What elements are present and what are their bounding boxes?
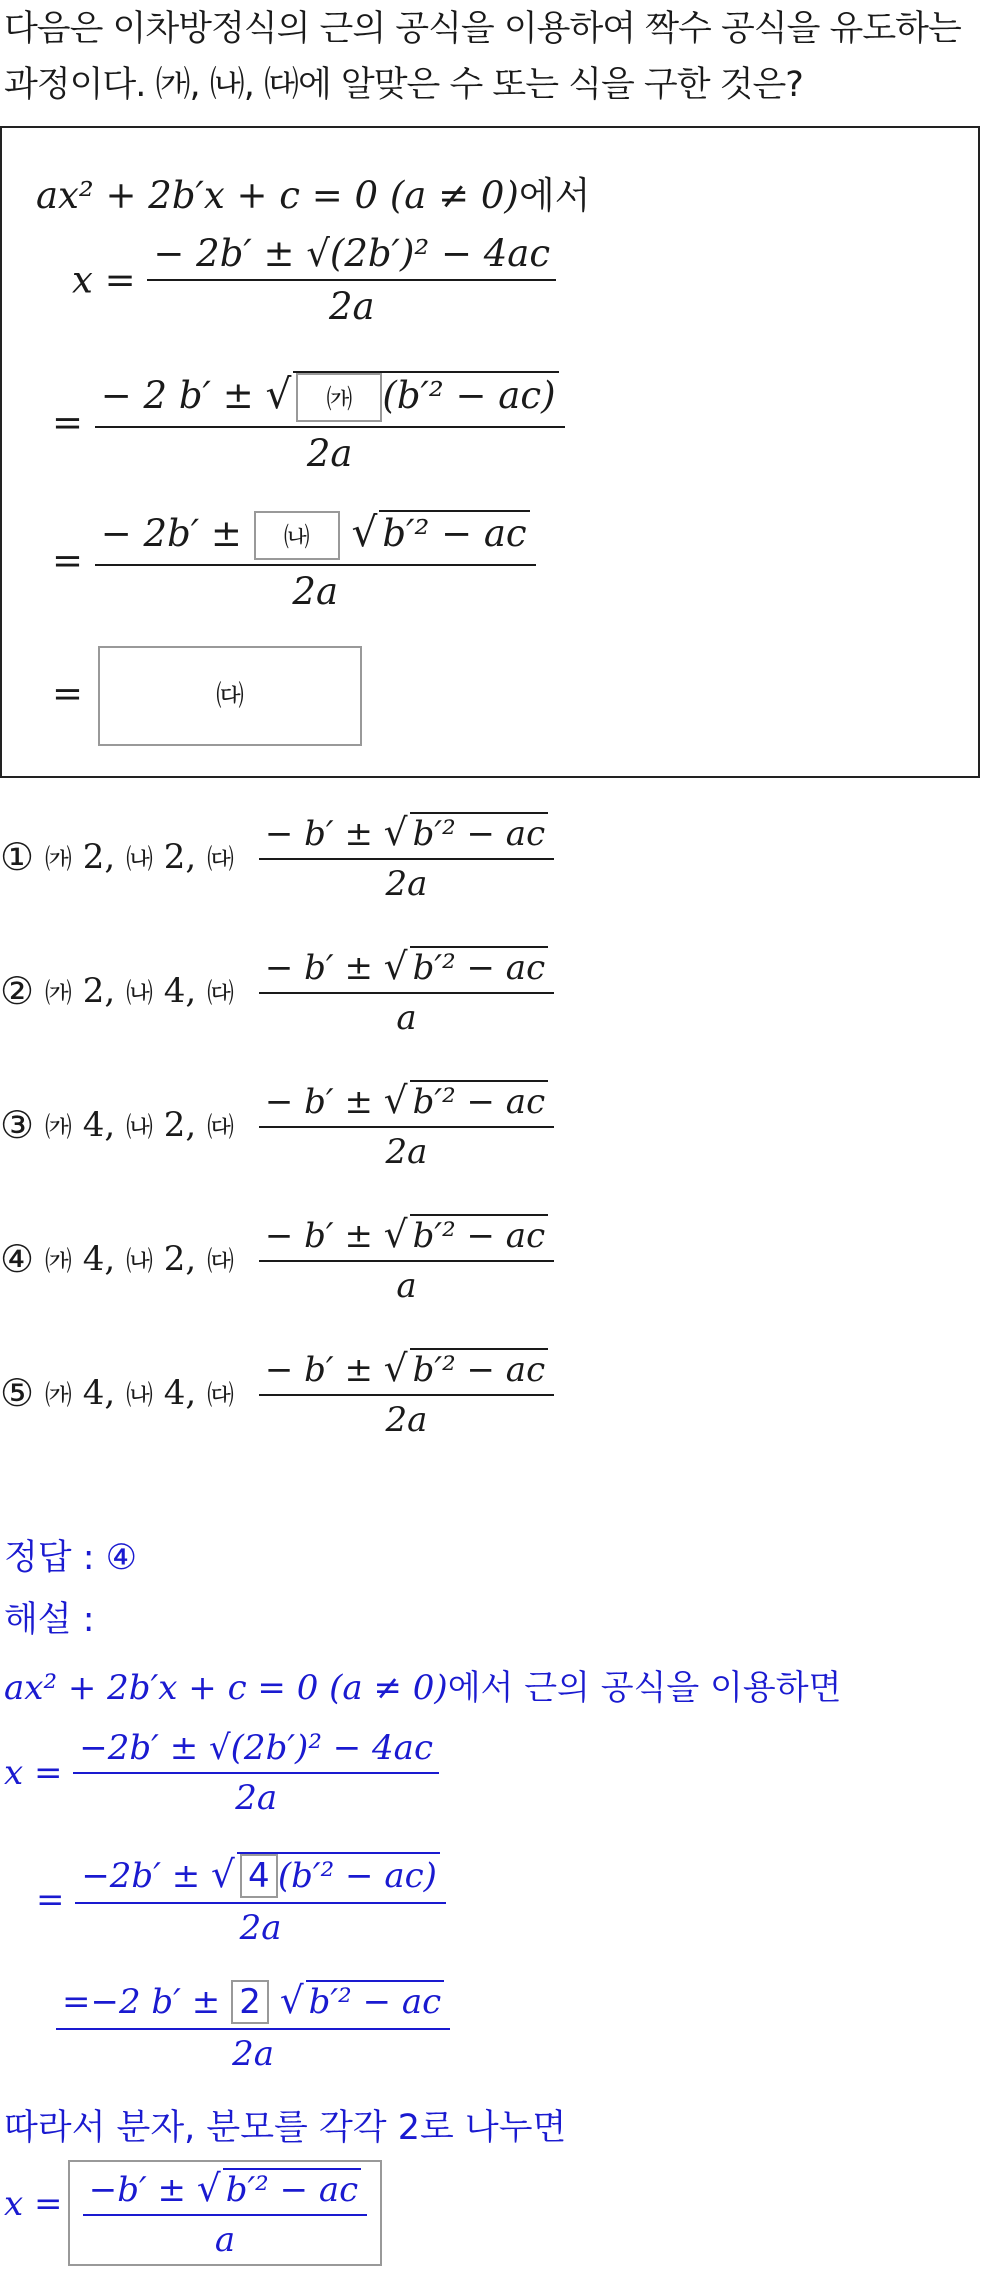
option-marker: ② <box>0 969 35 1013</box>
sol-s1-fraction <box>73 1728 439 1818</box>
sol-s3-post: b′² − ac <box>306 1980 445 2022</box>
option-marker: ③ <box>0 1103 35 1147</box>
option-radicand: b′² − ac <box>410 812 549 854</box>
option-radicand: b′² − ac <box>410 1214 549 1256</box>
final-answer-box <box>68 2160 382 2266</box>
label-ga: ㈎ <box>44 844 72 876</box>
label-ga: ㈎ <box>44 1112 72 1144</box>
sqrt-symbol: √ <box>351 508 378 556</box>
sol-s3-pre: =−2 b′ ± <box>62 1982 221 2022</box>
label-da: ㈐ <box>207 1112 235 1144</box>
option-1[interactable]: ① ㈎ 2, ㈏ 2, ㈐ $\frac{\text{− b′ ± √ b′² − ac}}{2a}$ <box>0 810 554 904</box>
blank-ga: ㈎ <box>296 373 382 422</box>
label-na: ㈏ <box>125 1380 153 1412</box>
option-numerator <box>259 944 554 994</box>
sqrt-symbol: √ <box>196 2166 221 2210</box>
option-denominator: a <box>396 1266 417 1306</box>
sol-s3-numerator <box>56 1978 450 2030</box>
option-na-value: 4 <box>163 1373 186 1413</box>
box-equation-suffix: 에서 <box>518 174 591 217</box>
sqrt-symbol: √ <box>383 810 408 854</box>
option-num-pre: − b′ ± <box>264 948 384 988</box>
sol-s3-fraction <box>56 1978 450 2074</box>
blank-na: ㈏ <box>254 511 340 560</box>
box-step-1 <box>72 232 556 328</box>
label-na: ㈏ <box>125 978 153 1010</box>
option-numerator <box>259 1212 554 1262</box>
sqrt-symbol: √ <box>383 1078 408 1122</box>
option-2[interactable]: ② ㈎ 2, ㈏ 4, ㈐ $\frac{\text{− b′ ± √ b′² − ac}}{a}$ <box>0 944 554 1038</box>
final-denominator: a <box>214 2220 236 2260</box>
step2-num-post: (b′² − ac) <box>382 374 556 417</box>
option-num-pre: − b′ ± <box>264 1216 384 1256</box>
sqrt-symbol: √ <box>383 1212 408 1256</box>
sqrt-symbol: √ <box>383 944 408 988</box>
option-marker: ① <box>0 835 35 879</box>
label-ga: ㈎ <box>44 1246 72 1278</box>
solution-line1-text: 에서 근의 공식을 이용하면 <box>447 1668 842 1708</box>
option-ga-value: 4 <box>82 1105 105 1145</box>
option-denominator: 2a <box>385 1132 428 1172</box>
option-denominator: a <box>396 998 417 1038</box>
box-step-3 <box>52 508 536 613</box>
final-num-pre: −b′ ± <box>88 2170 197 2210</box>
label-da: ㈐ <box>207 1380 235 1412</box>
option-fraction <box>259 1212 554 1306</box>
option-ga-value: 4 <box>82 1373 105 1413</box>
sol-s2-post: (b′² − ac) <box>277 1856 437 1896</box>
step3-numerator <box>95 508 536 566</box>
label-ga: ㈎ <box>44 1380 72 1412</box>
option-fraction <box>259 1078 554 1172</box>
box-step-4-eq: = <box>52 672 84 715</box>
explanation-title: 해설 : <box>4 1600 95 1640</box>
sqrt-symbol: √ <box>279 1978 304 2022</box>
question-line-1: 다음은 이차방정식의 근의 공식을 이용하여 짝수 공식을 유도하는 <box>4 9 961 49</box>
label-da: ㈐ <box>207 978 235 1010</box>
option-na-value: 2 <box>163 837 186 877</box>
final-radicand: b′² − ac <box>223 2168 362 2210</box>
step3-eq: = <box>52 539 84 582</box>
step2-numerator <box>95 370 565 428</box>
sol-s2-fraction <box>75 1852 446 1948</box>
sqrt-symbol: √ <box>211 1852 235 1896</box>
option-fraction <box>259 944 554 1038</box>
sqrt-symbol: √ <box>265 370 292 418</box>
final-numerator <box>83 2166 367 2216</box>
box-equation <box>36 165 590 219</box>
step1-fraction <box>147 232 556 328</box>
solution-step-2 <box>36 1852 446 1948</box>
solution-step-1 <box>4 1728 439 1818</box>
step3-num-post: b′² − ac <box>379 510 529 555</box>
option-marker: ⑤ <box>0 1371 35 1415</box>
step3-num-pre: − 2b′ ± <box>100 512 242 555</box>
sol-s2-eq: = <box>36 1880 65 1920</box>
answer-line: 정답 : ④ <box>4 1538 138 1578</box>
sol-s1-lhs: x = <box>4 1753 63 1793</box>
option-na-value: 4 <box>163 971 186 1011</box>
option-radicand: b′² − ac <box>410 1348 549 1390</box>
sol-s2-pre: −2b′ ± <box>81 1856 201 1896</box>
sol-box-2: 2 <box>231 1980 269 2024</box>
option-num-pre: − b′ ± <box>264 1082 384 1122</box>
label-da: ㈐ <box>207 1246 235 1278</box>
step2-eq: = <box>52 401 84 444</box>
solution-step-3 <box>56 1978 450 2074</box>
step3-denominator: 2a <box>292 570 339 613</box>
option-5[interactable]: ⑤ ㈎ 4, ㈏ 4, ㈐ $\frac{\text{− b′ ± √ b′² − ac}}{2a}$ <box>0 1346 554 1440</box>
option-fraction <box>259 1346 554 1440</box>
step3-fraction <box>95 508 536 613</box>
sqrt-symbol: √ <box>383 1346 408 1390</box>
step1-numerator: − 2b′ ± √(2b′)² − 4ac <box>147 232 556 281</box>
box-step-2 <box>52 370 565 475</box>
solution-line-1 <box>4 1660 841 1709</box>
box-equation-text: ax² + 2b′x + c = 0 (a ≠ 0) <box>36 174 519 217</box>
label-da: ㈐ <box>207 844 235 876</box>
sol-s3-denominator: 2a <box>232 2034 275 2074</box>
option-marker: ④ <box>0 1237 35 1281</box>
question-line-2: 과정이다. ㈎, ㈏, ㈐에 알맞은 수 또는 식을 구한 것은? <box>4 65 803 105</box>
option-ga-value: 2 <box>82 971 105 1011</box>
option-num-pre: − b′ ± <box>264 1350 384 1390</box>
sol-s1-denominator: 2a <box>235 1778 278 1818</box>
step2-num-pre: − 2 b′ ± <box>100 374 254 417</box>
sol-s2-denominator: 2a <box>239 1908 282 1948</box>
option-fraction <box>259 810 554 904</box>
option-radicand: b′² − ac <box>410 946 549 988</box>
option-numerator <box>259 810 554 860</box>
label-ga: ㈎ <box>44 978 72 1010</box>
option-na-value: 2 <box>163 1239 186 1279</box>
divide-text: 따라서 분자, 분모를 각각 2로 나누면 <box>4 2108 567 2148</box>
sol-box-4: 4 <box>240 1854 278 1898</box>
label-na: ㈏ <box>125 1246 153 1278</box>
step1-denominator: 2a <box>328 285 375 328</box>
blank-da: ㈐ <box>98 646 362 746</box>
step1-lhs: x = <box>72 258 136 302</box>
label-na: ㈏ <box>125 1112 153 1144</box>
option-na-value: 2 <box>163 1105 186 1145</box>
label-na: ㈏ <box>125 844 153 876</box>
option-4[interactable]: ④ ㈎ 4, ㈏ 2, ㈐ $\frac{\text{− b′ ± √ b′² − ac}}{a}$ <box>0 1212 554 1306</box>
solution-line1-eq: ax² + 2b′x + c = 0 (a ≠ 0) <box>4 1668 448 1708</box>
step2-denominator: 2a <box>306 432 353 475</box>
option-denominator: 2a <box>385 864 428 904</box>
option-ga-value: 4 <box>82 1239 105 1279</box>
option-numerator <box>259 1078 554 1128</box>
option-3[interactable]: ③ ㈎ 4, ㈏ 2, ㈐ $\frac{\text{− b′ ± √ b′² − ac}}{2a}$ <box>0 1078 554 1172</box>
option-numerator <box>259 1346 554 1396</box>
option-num-pre: − b′ ± <box>264 814 384 854</box>
option-denominator: 2a <box>385 1400 428 1440</box>
final-lhs: x = <box>4 2184 63 2224</box>
step2-fraction <box>95 370 565 475</box>
option-radicand: b′² − ac <box>410 1080 549 1122</box>
option-ga-value: 2 <box>82 837 105 877</box>
sol-s2-numerator <box>75 1852 446 1904</box>
final-fraction <box>83 2166 367 2260</box>
sol-s1-numerator: −2b′ ± √(2b′)² − 4ac <box>73 1728 439 1774</box>
